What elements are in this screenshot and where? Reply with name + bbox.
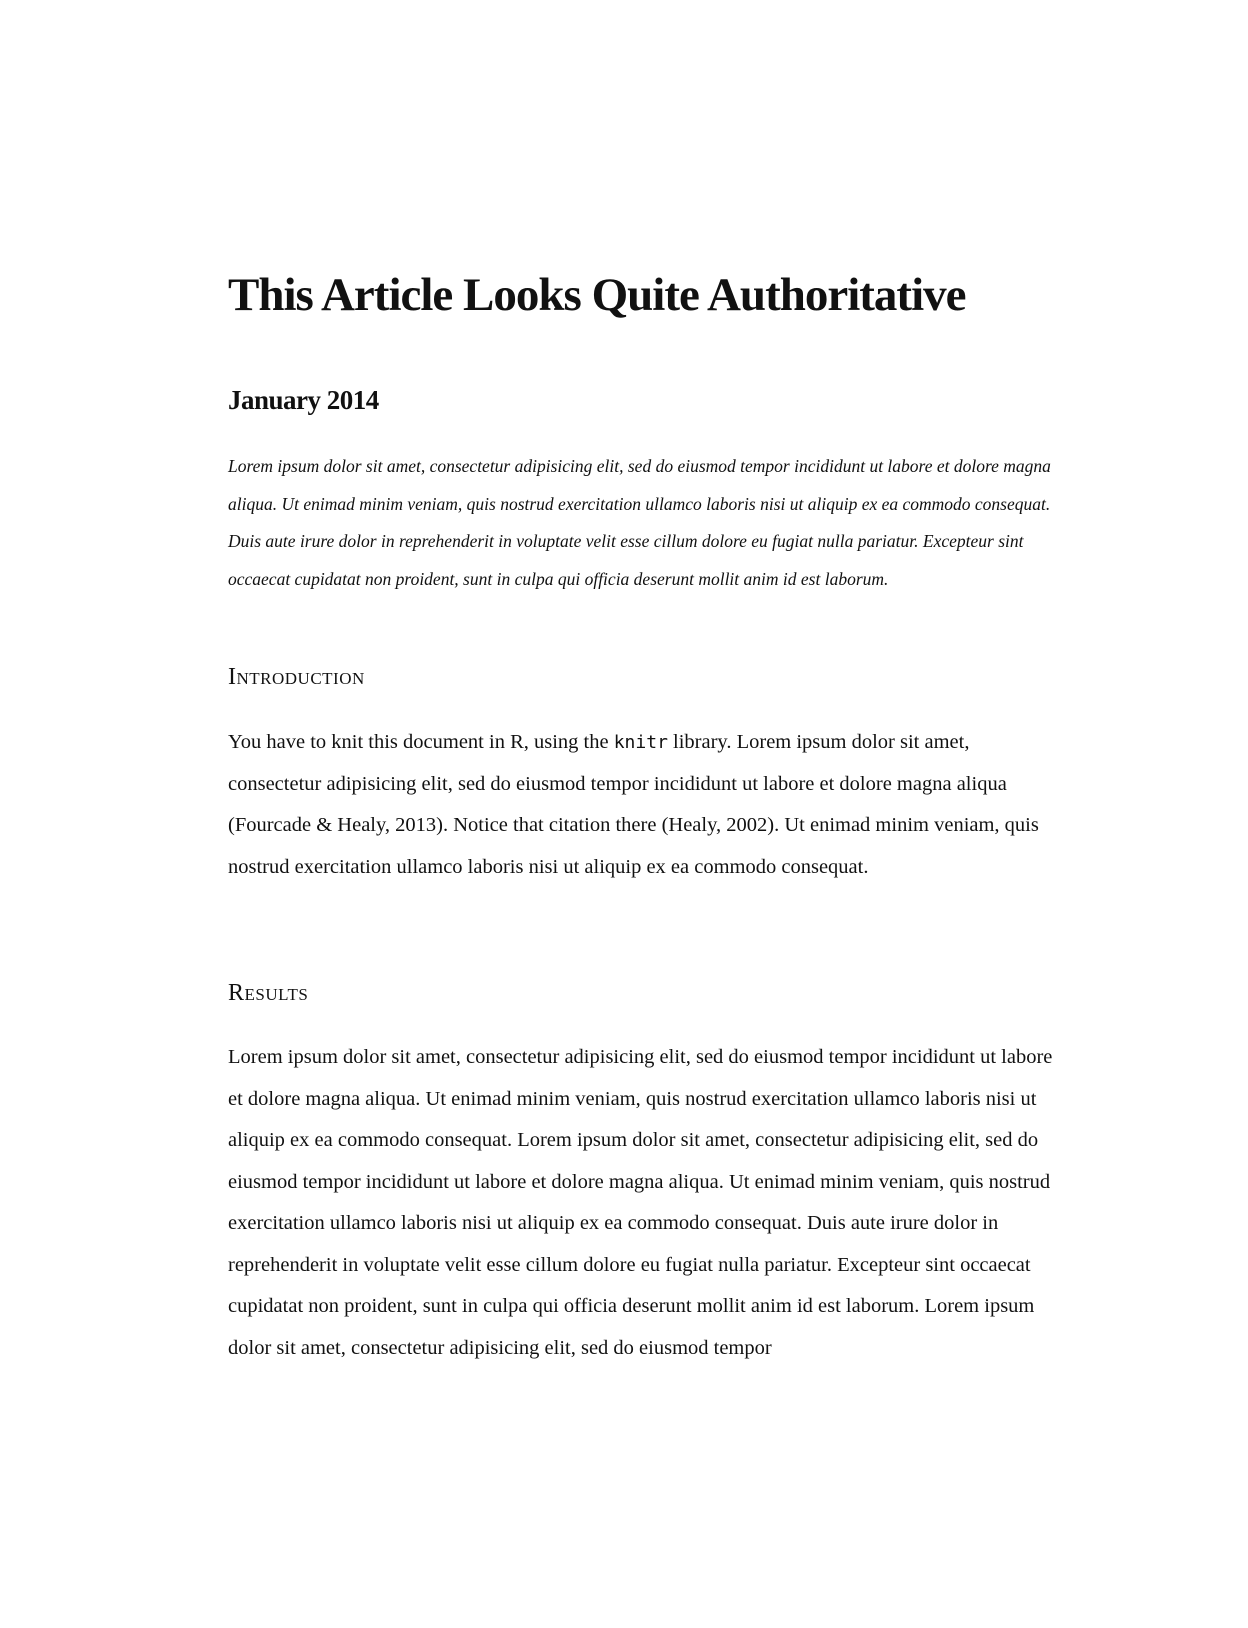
abstract: Lorem ipsum dolor sit amet, consectetur adipisicing elit, sed do eiusmod tempor incididunt ut labore et dolore magna aliqua. Ut enimad minim veniam, quis nostrud exercitation ullamco laboris nisi ut aliquip ex ea commodo consequat. Duis aute irure dolor in reprehenderit in voluptate velit esse cillum dolore eu fugiat nulla pariatur. Excepteur sint occaecat cupidatat non proident, sunt in culpa qui officia deserunt mollit anim id est laborum. [228, 456, 1051, 589]
introduction-paragraph [228, 722, 1058, 888]
inline-code: knitr [613, 732, 668, 753]
article-title: This Article Looks Quite Authoritative [228, 269, 966, 321]
article-date: January 2014 [228, 385, 379, 415]
intro-text: You have to knit this document in R, using the [228, 731, 614, 753]
section-heading-introduction: Introduction [228, 664, 365, 690]
section-heading-results: Results [228, 980, 309, 1006]
intro-text-continued: library. Lorem ipsum dolor sit amet, consectetur adipisicing elit, sed do eiusmod tempor incididunt ut labore et dolore magna aliqua (Fourcade & Healy, 2013). Notice that citation there (Healy, 2002). Ut enimad minim veniam, quis nostrud exercitation ullamco laboris nisi ut aliquip ex ea commodo consequat. [228, 731, 1039, 878]
results-paragraph: Lorem ipsum dolor sit amet, consectetur adipisicing elit, sed do eiusmod tempor incididunt ut labore et dolore magna aliqua. Ut enimad minim veniam, quis nostrud exercitation ullamco laboris nisi ut aliquip ex ea commodo consequat. Lorem ipsum dolor sit amet, consectetur adipisicing elit, sed do eiusmod tempor incididunt ut labore et dolore magna aliqua. Ut enimad minim veniam, quis nostrud exercitation ullamco laboris nisi ut aliquip ex ea commodo consequat. Duis aute irure dolor in reprehenderit in voluptate velit esse cillum dolore eu fugiat nulla pariatur. Excepteur sint occaecat cupidatat non proident, sunt in culpa qui officia deserunt mollit anim id est laborum. Lorem ipsum dolor sit amet, consectetur adipisicing elit, sed do eiusmod tempor [228, 1046, 1053, 1359]
